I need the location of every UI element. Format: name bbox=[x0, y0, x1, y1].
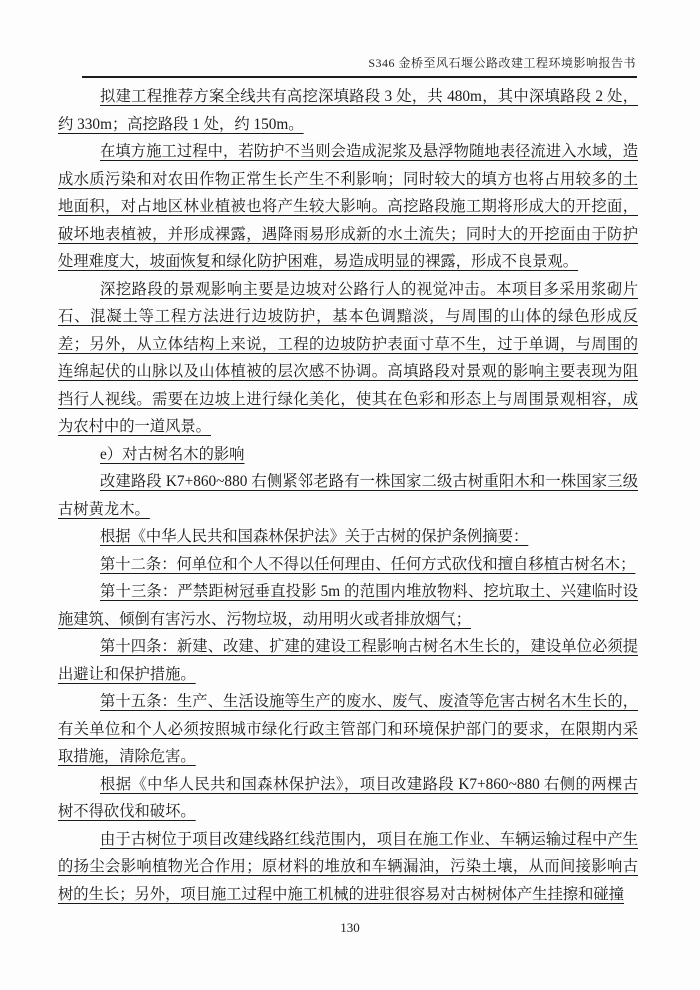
header-title: S346 金桥至风石堰公路改建工程环境影响报告书 bbox=[368, 56, 636, 70]
section-heading: e）对古树名木的影响 bbox=[100, 445, 245, 463]
paragraph: 改建路段 K7+860~880 右侧紧邻老路有一株国家二级古树重阳木和一株国家三级古树黄龙木。 bbox=[58, 473, 638, 518]
header-rule bbox=[82, 76, 637, 78]
paragraph: 由于古树位于项目改建线路红线范围内，项目在施工作业、车辆运输过程中产生的扬尘会影响植物光合作用；原材料的堆放和车辆漏油，污染土壤，从而间接影响古树的生长；另外，项目施工过程中施工机械的进驻很容易对古树树体产生挂擦和碰撞 bbox=[58, 830, 638, 903]
paragraph: 第十二条：何单位和个人不得以任何理由、任何方式砍伐和擅自移植古树名木； bbox=[100, 555, 636, 573]
page-number: 130 bbox=[340, 920, 360, 935]
paragraph: 第十四条：新建、改建、扩建的建设工程影响古树名木生长的，建设单位必须提出避让和保护措施。 bbox=[58, 638, 638, 683]
paragraph: 第十五条：生产、生活设施等生产的废水、废气、废渣等危害古树名木生长的，有关单位和个人必须按照城市绿化行政主管部门和环境保护部门的要求，在限期内采取措施，清除危害。 bbox=[58, 693, 638, 765]
paragraph: 根据《中华人民共和国森林保护法》，项目改建路段 K7+860~880 右侧的两棵古树不得砍伐和破坏。 bbox=[58, 775, 638, 820]
paragraph: 拟建工程推荐方案全线共有高挖深填路段 3 处，共 480m，其中深填路段 2 处，约 330m；高挖路段 1 处，约 150m。 bbox=[58, 88, 638, 133]
paragraph: 根据《中华人民共和国森林保护法》关于古树的保护条例摘要： bbox=[100, 528, 529, 545]
document-body bbox=[58, 83, 638, 908]
paragraph: 在填方施工过程中，若防护不当则会造成泥浆及悬浮物随地表径流进入水域，造成水质污染和对农田作物正常生长产生不利影响；同时较大的填方也将占用较多的土地面积，对占地区林业植被也将产生较大影响。高挖路段施工期将形成大的开挖面，破坏地表植被，并形成裸露，遇降雨易形成新的水土流失；同时大的开挖面由于防护处理难度大，坡面恢复和绿化防护困难，易造成明显的裸露，形成不良景观。 bbox=[58, 143, 638, 270]
paragraph: 深挖路段的景观影响主要是边坡对公路行人的视觉冲击。本项目多采用浆砌片石、混凝土等工程方法进行边坡防护，基本色调黯淡，与周围的山体的绿色形成反差；另外，从立体结构上来说，工程的边坡防护表面寸草不生，过于单调，与周围的连绵起伏的山脉以及山体植被的层次感不协调。高填路段对景观的影响主要表现为阻挡行人视线。需要在边坡上进行绿化美化，使其在色彩和形态上与周围景观相容，成为农村中的一道风景。 bbox=[58, 280, 638, 435]
paragraph: 第十三条：严禁距树冠垂直投影 5m 的范围内堆放物料、挖坑取土、兴建临时设施建筑、倾倒有害污水、污物垃圾，动用明火或者排放烟气； bbox=[58, 583, 638, 628]
